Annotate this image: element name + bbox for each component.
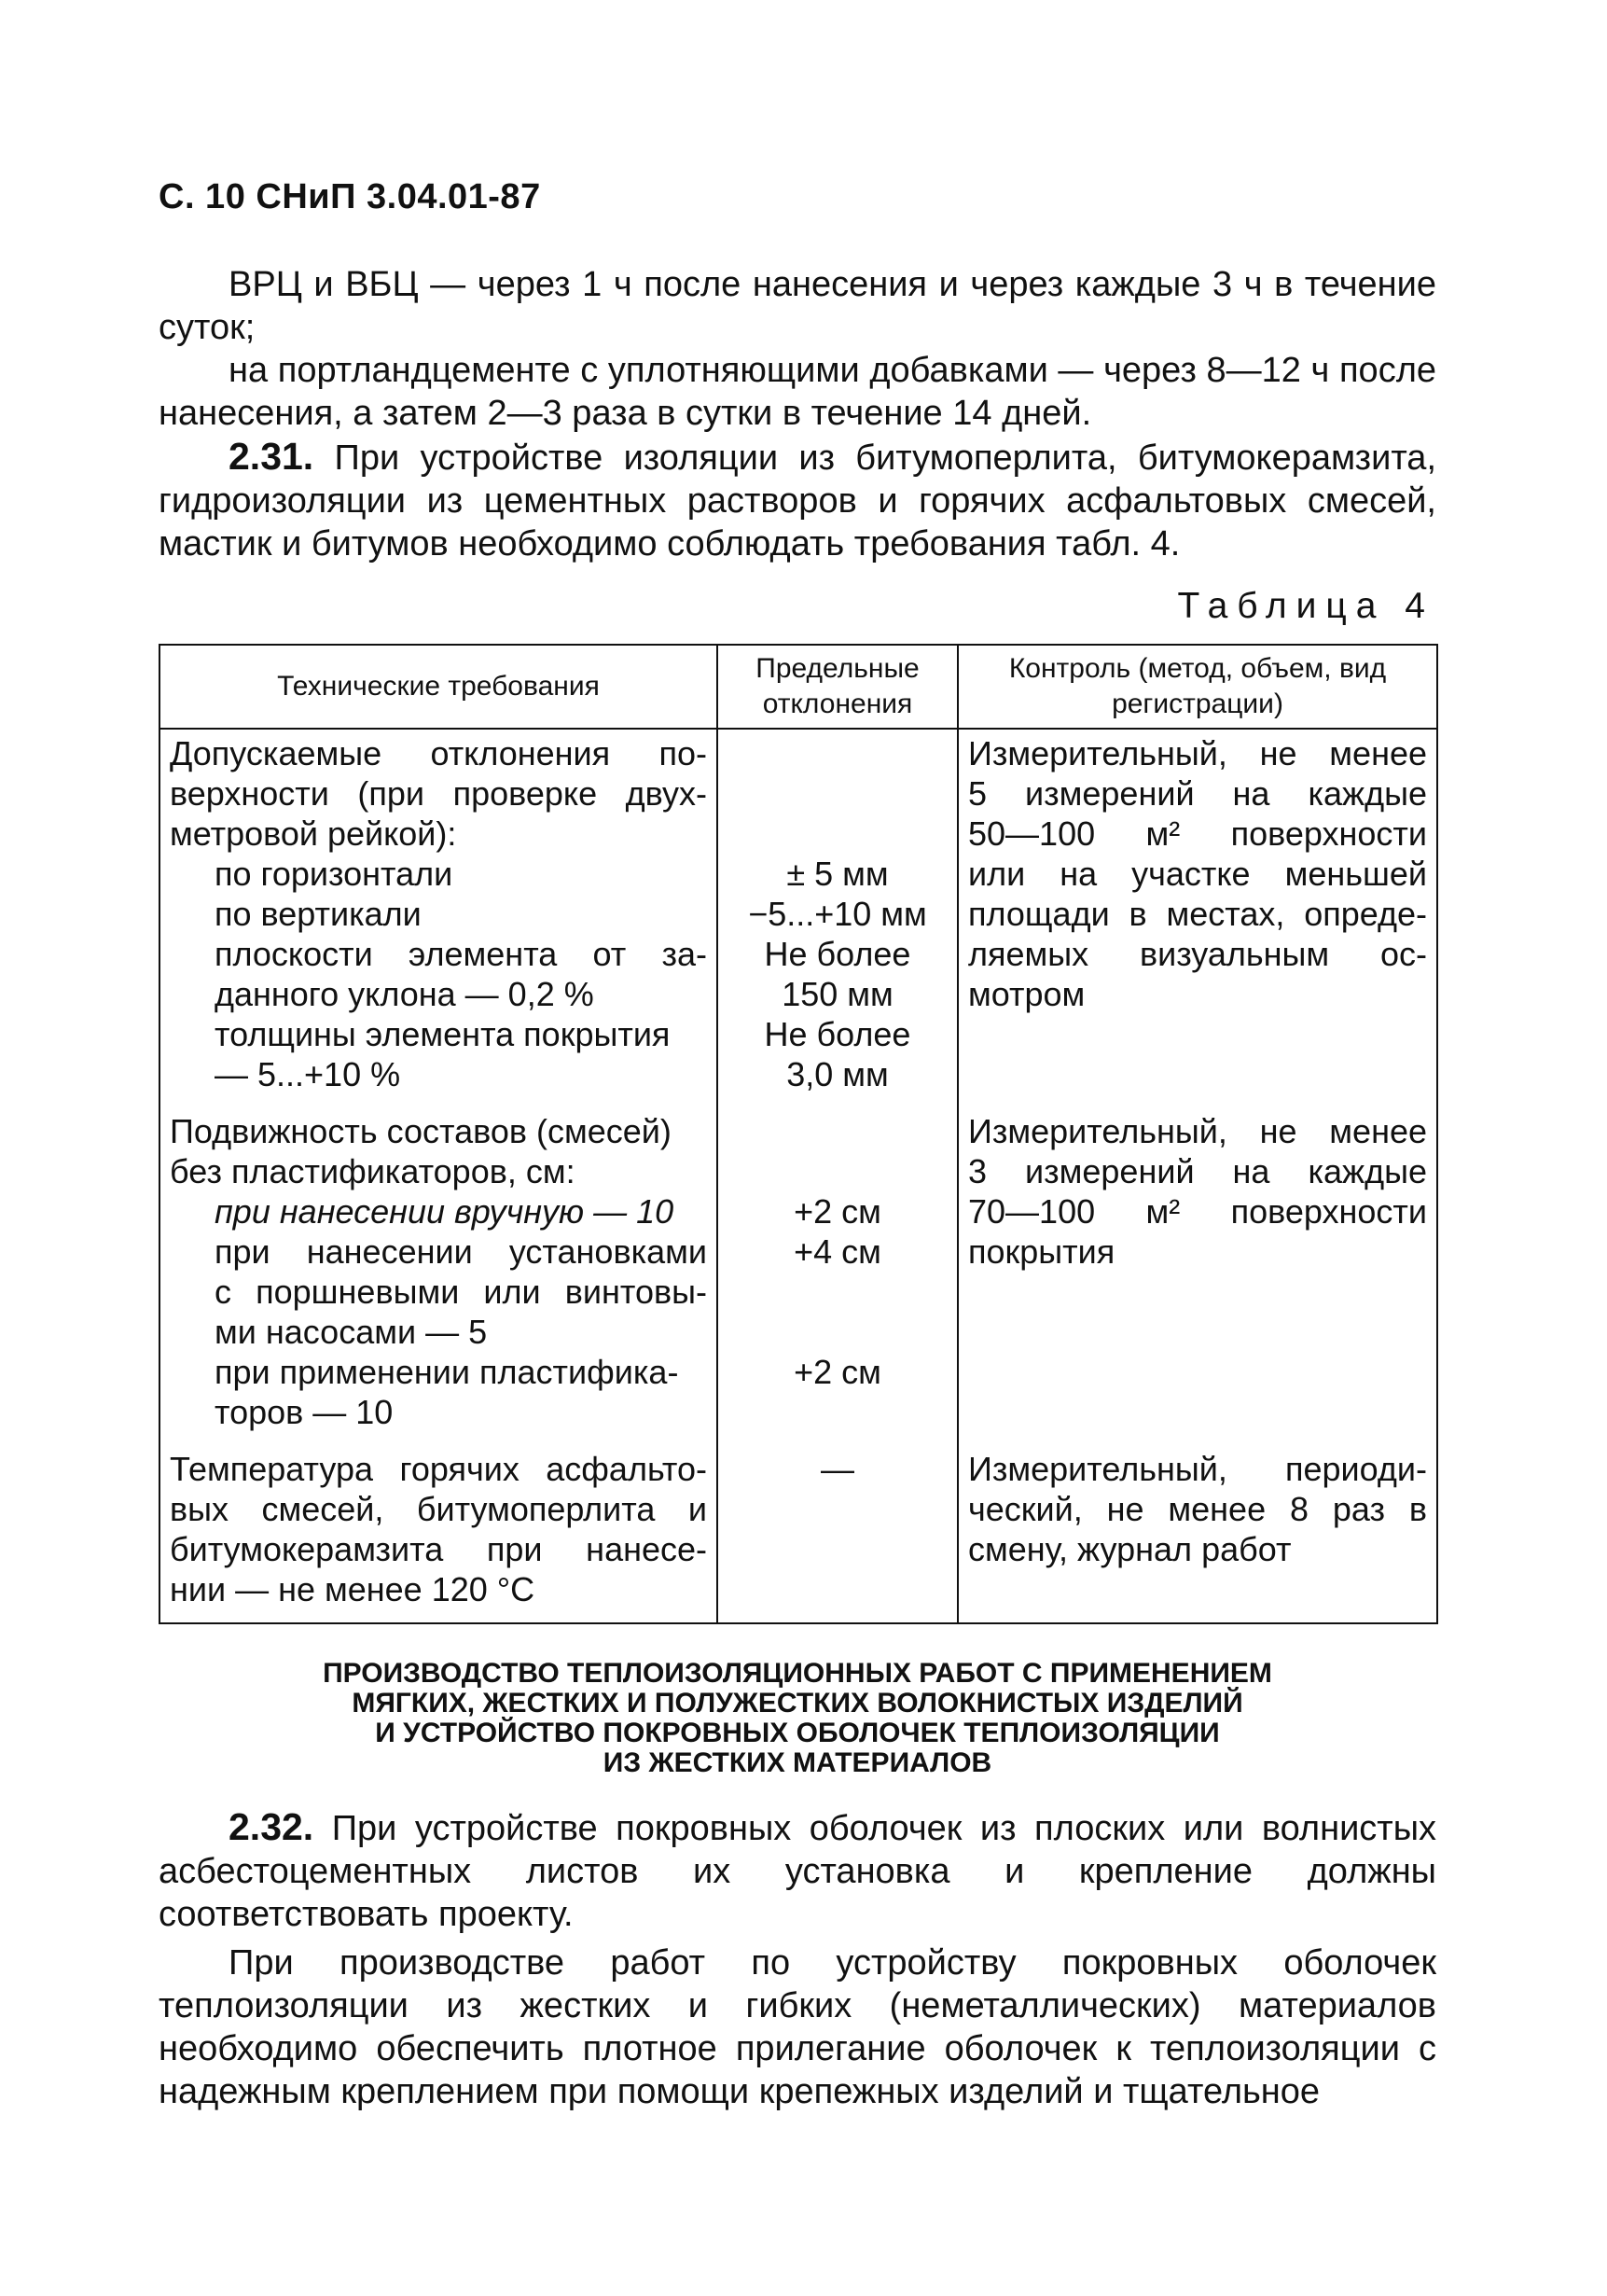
- cell-line: Допускаемые отклонения по-: [170, 734, 707, 772]
- table-caption: Таблица 4: [1177, 586, 1434, 626]
- table-row: [159, 1107, 1437, 1445]
- cell-line: торов — 10: [215, 1393, 394, 1431]
- cell-line: по горизонтали: [215, 855, 453, 893]
- cell-line: нии — не менее 120 °С: [170, 1570, 535, 1608]
- cell-line: смену, журнал работ: [968, 1530, 1292, 1568]
- cell-line: при нанесении вручную — 10: [215, 1192, 674, 1231]
- cell-line: при применении пластифика-: [215, 1353, 679, 1391]
- header-control: Контроль (метод, объем, вид регистрации): [958, 645, 1437, 729]
- page-header: С. 10 СНиП 3.04.01-87: [159, 177, 541, 216]
- cell-line: 3,0 мм: [786, 1055, 889, 1093]
- cell-line: [727, 1312, 948, 1352]
- deviation-cell: [717, 729, 958, 1107]
- cell-line: [727, 773, 948, 814]
- deviation-cell: [717, 1107, 958, 1445]
- control-cell: [958, 1107, 1437, 1445]
- cell-line: [727, 1151, 948, 1191]
- control-cell: [958, 1445, 1437, 1623]
- closing-block: [159, 1805, 1436, 2113]
- cell-line: ± 5 мм: [786, 855, 889, 893]
- cell-line: или на участке меньшей: [968, 855, 1427, 893]
- cell-line: [727, 1272, 948, 1312]
- requirement-cell: [159, 1107, 717, 1445]
- clause-2-32: [159, 1805, 1436, 1936]
- cell-line: 150 мм: [782, 975, 894, 1013]
- cell-line: 50—100 м² поверхности: [968, 814, 1427, 853]
- cell-line: Температура горячих асфальто-: [170, 1450, 707, 1488]
- table-row: [159, 729, 1437, 1107]
- clause-2-31: [159, 435, 1436, 565]
- cell-line: ческий, не менее 8 раз в: [968, 1490, 1427, 1528]
- cell-line: без пластификаторов, см:: [170, 1152, 575, 1190]
- cell-line: вых смесей, битумоперлита и: [170, 1490, 707, 1528]
- requirements-table: [159, 644, 1438, 1624]
- section-heading: [159, 1659, 1436, 1778]
- cell-line: толщины элемента покрытия: [215, 1015, 671, 1053]
- intro-block: [159, 263, 1436, 565]
- cell-line: 3 измерений на каждые: [968, 1152, 1427, 1190]
- section-heading-line: И УСТРОЙСТВО ПОКРОВНЫХ ОБОЛОЧЕК ТЕПЛОИЗОЛЯЦИИ: [375, 1718, 1220, 1748]
- cell-line: [727, 814, 948, 854]
- deviation-cell: [717, 1445, 958, 1623]
- cell-line: ми насосами — 5: [215, 1313, 488, 1351]
- cell-line: [727, 1111, 948, 1151]
- cell-line: +2 см: [794, 1353, 881, 1391]
- cell-line: с поршневыми или винтовы-: [215, 1273, 707, 1311]
- cell-line: Подвижность составов (смесей): [170, 1112, 672, 1150]
- cell-line: верхности (при проверке двух-: [170, 774, 707, 813]
- control-cell: [958, 729, 1437, 1107]
- table-header-row: [159, 645, 1437, 729]
- clause-text: При устройстве изоляции из битумоперлита, битумокерамзита, гидроизоляции из цементных растворов и горячих асфальтовых смесей, мастик и битумов необходимо соблюдать требования табл. 4.: [159, 438, 1437, 564]
- cell-line: —: [821, 1450, 854, 1488]
- cell-line: покрытия: [968, 1232, 1115, 1271]
- cell-line: Не более: [764, 935, 911, 973]
- cell-line: +4 см: [794, 1232, 881, 1271]
- requirement-cell: [159, 729, 717, 1107]
- cell-line: Не более: [764, 1015, 911, 1053]
- clause-number: 2.32.: [229, 1805, 314, 1848]
- cell-line: ляемых визуальным ос-: [968, 935, 1427, 973]
- table-row: [159, 1445, 1437, 1623]
- clause-number: 2.31.: [229, 435, 314, 478]
- cell-line: метровой рейкой):: [170, 814, 457, 853]
- cell-line: [727, 733, 948, 773]
- cell-line: Измерительный, не менее: [968, 1112, 1427, 1150]
- final-paragraph: При производстве работ по устройству покровных оболочек теплоизоляции из жестких и гибких (неметаллических) материалов необходимо обеспечить плотное прилегание оболочек к теплоизоляции с надежным креплением при помощи крепежных изделий и тщательное: [159, 1943, 1436, 2111]
- cell-line: 5 измерений на каждые: [968, 774, 1427, 813]
- header-deviations: Предельные отклонения: [717, 645, 958, 729]
- section-heading-line: ПРОИЗВОДСТВО ТЕПЛОИЗОЛЯЦИОННЫХ РАБОТ С ПРИМЕНЕНИЕМ: [323, 1658, 1272, 1689]
- cell-line: +2 см: [794, 1192, 881, 1231]
- cell-line: Измерительный, периоди-: [968, 1450, 1427, 1488]
- cell-line: данного уклона — 0,2 %: [215, 975, 594, 1013]
- header-requirements: Технические требования: [159, 645, 717, 729]
- section-heading-line: МЯГКИХ, ЖЕСТКИХ И ПОЛУЖЕСТКИХ ВОЛОКНИСТЫХ ИЗДЕЛИЙ: [352, 1688, 1243, 1719]
- cell-line: плоскости элемента от за-: [215, 935, 707, 973]
- cell-line: −5...+10 мм: [748, 895, 927, 933]
- cell-line: площади в местах, опреде-: [968, 895, 1427, 933]
- cell-line: [727, 1392, 948, 1432]
- cell-line: — 5...+10 %: [215, 1055, 401, 1093]
- requirement-cell: [159, 1445, 717, 1623]
- cell-line: 70—100 м² поверхности: [968, 1192, 1427, 1231]
- section-heading-line: ИЗ ЖЕСТКИХ МАТЕРИАЛОВ: [603, 1747, 992, 1778]
- cell-line: битумокерамзита при нанесе-: [170, 1530, 707, 1568]
- cell-line: при нанесении установками: [215, 1232, 707, 1271]
- intro-paragraph: на портландцементе с уплотняющими добавками — через 8—12 ч после нанесения, а затем 2—3 раза в сутки в течение 14 дней.: [159, 351, 1436, 433]
- intro-paragraph: ВРЦ и ВБЦ — через 1 ч после нанесения и через каждые 3 ч в течение суток;: [159, 265, 1436, 347]
- cell-line: мотром: [968, 975, 1086, 1013]
- cell-line: по вертикали: [215, 895, 422, 933]
- cell-line: Измерительный, не менее: [968, 734, 1427, 772]
- clause-text: При устройстве покровных оболочек из плоских или волнистых асбестоцементных листов их установка и крепление должны соответствовать проекту.: [159, 1809, 1437, 1934]
